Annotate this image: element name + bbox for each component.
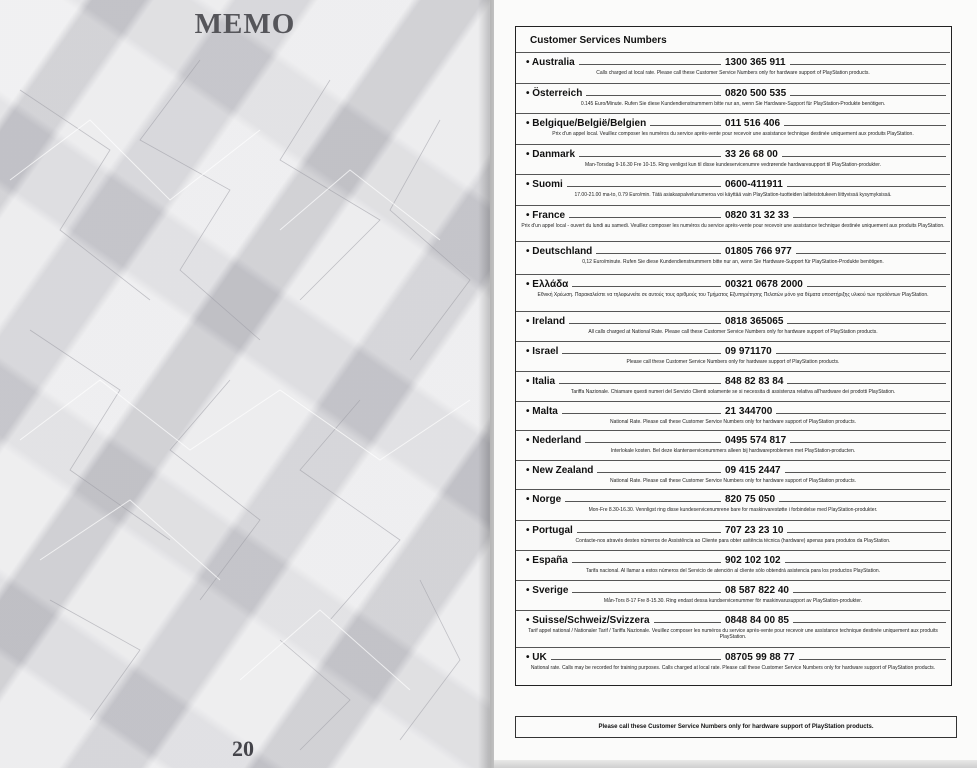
entry-line (526, 525, 946, 537)
country-name: • Deutschland (526, 246, 596, 257)
country-name: • Nederland (526, 435, 585, 446)
country-name: • Portugal (526, 525, 577, 536)
service-entry (516, 401, 950, 425)
service-entry (516, 205, 950, 229)
footer-note: Please call these Customer Service Numbers only for hardware support of PlayStation products. (598, 724, 874, 730)
entry-line (526, 555, 946, 567)
entry-note: Interlokale kosten. Bel deze klantenservicenummers alleen bij hardwareproblemen met PlayStation-producten. (610, 448, 856, 454)
entry-note: Contacte-nos através destes números de Assistência ao Cliente para obter asitência técnica (hardware) apenas para produtos da PlayStation. (575, 538, 891, 544)
service-entry (516, 371, 950, 395)
entry-line (526, 435, 946, 447)
phone-number: 0495 574 817 (721, 435, 790, 446)
entry-line (526, 179, 946, 191)
entry-note: 0,12 Euro/minute. Rufen Sie diese Kundendienstnummern bitte nur an, wenn Sie Hardware-Support für PlayStation-Produkte benötigen. (582, 259, 884, 265)
entry-line (526, 210, 946, 222)
entry-line (526, 652, 946, 664)
country-name: • Danmark (526, 149, 579, 160)
page-edge (494, 760, 977, 768)
country-name: • Sverige (526, 585, 572, 596)
customer-services-title: Customer Services Numbers (530, 35, 667, 46)
country-name: • Italia (526, 376, 559, 387)
service-entry (516, 311, 950, 335)
service-entry (516, 174, 950, 198)
phone-number: 820 75 050 (721, 494, 779, 505)
entry-note: National Rate. Please call these Customer Service Numbers only for hardware support of PlayStation products. (610, 478, 856, 484)
country-name: • Norge (526, 494, 565, 505)
service-entry (516, 52, 950, 76)
entry-line (526, 316, 946, 328)
country-name: • Australia (526, 57, 579, 68)
entry-note: 17.00-21.00 ma-to, 0.79 Euro/min. Tätä asiakaspalvelunumeroa voi käyttää vain PlayStation-tuotteiden laitteistotukeen liittyvissä kysymyksissä. (574, 192, 892, 198)
page-number: 20 (232, 736, 254, 761)
country-name: • Belgique/België/Belgien (526, 118, 650, 129)
entry-note: Tariffa Nazionale. Chiamare questi numeri del Servizio Clienti solamente se si necessita di assistenza relativa all'hardware dei prodotti PlayStation. (570, 389, 896, 395)
entry-line (526, 465, 946, 477)
phone-number: 01805 766 977 (721, 246, 796, 257)
phone-number: 08 587 822 40 (721, 585, 793, 596)
entry-note: Tarifa nacional. Al llamar a estos números del Servicio de atención al cliente sólo obtendrá asistencia para los productos PlayStation. (585, 568, 881, 574)
memo-title: MEMO (194, 8, 296, 40)
phone-number: 09 415 2447 (721, 465, 785, 476)
service-entry (516, 489, 950, 513)
entry-line (526, 615, 946, 627)
country-name: • Israel (526, 346, 562, 357)
country-name: • España (526, 555, 572, 566)
service-entry (516, 580, 950, 604)
country-name: • Suomi (526, 179, 567, 190)
country-name: • New Zealand (526, 465, 597, 476)
entry-note: Calls charged at local rate. Please call these Customer Service Numbers only for hardware support of PlayStation products. (596, 70, 870, 76)
phone-number: 0818 365065 (721, 316, 787, 327)
service-entry (516, 430, 950, 454)
phone-number: 00321 0678 2000 (721, 279, 807, 290)
entry-line (526, 346, 946, 358)
entry-line (526, 57, 946, 69)
service-entry (516, 144, 950, 168)
entry-line (526, 406, 946, 418)
entry-note: Please call these Customer Service Numbers only for hardware support of PlayStation products. (626, 359, 840, 365)
entry-line (526, 494, 946, 506)
service-entry (516, 83, 950, 107)
customer-services-page (494, 0, 977, 768)
entry-note: Mon-Fre 8.30-16.30. Vennligst ring disse kundeservicenumrene bare for maskinvarestøtte i forbindelse med PlayStation-produkter. (588, 507, 878, 513)
entry-note: Mån-Tors 8-17 Fre 8-15.30. Ring endast dessa kundservicenummer för maskinvarusupport av PlayStation-produkter. (603, 598, 863, 604)
entry-note: Prix d'un appel local. Veuillez composer les numéros du service après-vente pour recevoir une assistance technique destinée uniquement aux produits PlayStation. (552, 131, 914, 137)
country-name: • Ελλάδα (526, 279, 572, 290)
phone-number: 0820 500 535 (721, 88, 790, 99)
phone-number: 0848 84 00 85 (721, 615, 793, 626)
entry-line (526, 279, 946, 291)
phone-number: 902 102 102 (721, 555, 785, 566)
entry-note: Man-Torsdag 9-16.30 Fre 10-15. Ring venligst kun til disse kundeservicenumre vedrørende hardwaresupport til PlayStation-produkter. (585, 162, 881, 168)
phone-number: 848 82 83 84 (721, 376, 787, 387)
entry-line (526, 149, 946, 161)
country-name: • Malta (526, 406, 562, 417)
phone-number: 09 971170 (721, 346, 776, 357)
country-name: • Österreich (526, 88, 586, 99)
service-entry (516, 520, 950, 544)
phone-number: 0600-411911 (721, 179, 787, 190)
service-entry (516, 113, 950, 137)
entry-line (526, 585, 946, 597)
phone-number: 011 516 406 (721, 118, 784, 129)
phone-number: 707 23 23 10 (721, 525, 787, 536)
phone-number: 21 344700 (721, 406, 776, 417)
service-entry (516, 241, 950, 265)
entry-line (526, 376, 946, 388)
customer-services-box (515, 26, 952, 686)
entry-note: 0.145 Euro/Minute. Rufen Sie diese Kundendienstnummern bitte nur an, wenn Sie Hardware-Support für PlayStation-Produkte benötigen. (580, 101, 886, 107)
service-entry (516, 460, 950, 484)
country-name: • France (526, 210, 569, 221)
service-entry (516, 647, 950, 671)
country-name: • UK (526, 652, 551, 663)
entry-line (526, 88, 946, 100)
entry-line (526, 118, 946, 130)
entry-note: Tarif appel national / Nationaler Tarif / Tariffa Nazionale. Veuillez composer les numéros du service après-vente pour recevoir une assistance technique destinée uniquement aux produits PlayStation. (528, 628, 938, 640)
entry-note: All calls charged at National Rate. Please call these Customer Service Numbers only for hardware support of PlayStation products. (588, 329, 878, 335)
phone-number: 08705 99 88 77 (721, 652, 799, 663)
phone-number: 0820 31 32 33 (721, 210, 793, 221)
service-entry (516, 341, 950, 365)
service-entry (516, 274, 950, 298)
phone-number: 1300 365 911 (721, 57, 790, 68)
entry-note: National rate. Calls may be recorded for training purposes. Calls charged at local rate. Please call these Customer Service Numbers only for hardware support of PlayStation products. (530, 665, 936, 671)
entry-note: Εθνική Χρέωση. Παρακαλείστε να τηλεφωνείτε σε αυτούς τους αριθμούς του Τμήματος Εξυπηρέτησης Πελατών μόνο για θέματα υποστήριξης υλικού των προϊόντων PlayStation. (537, 292, 929, 298)
footer-box (515, 716, 957, 738)
service-entry (516, 550, 950, 574)
entry-note: Prix d'un appel local - ouvert du lundi au samedi. Veuillez composer les numéros du service après-vente pour recevoir une assistance technique destinée uniquement aux produits PlayStation. (521, 223, 945, 229)
entry-note: National Rate. Please call these Customer Service Numbers only for hardware support of PlayStation products. (610, 419, 856, 425)
country-name: • Suisse/Schweiz/Svizzera (526, 615, 654, 626)
country-name: • Ireland (526, 316, 569, 327)
entry-line (526, 246, 946, 258)
service-entry (516, 610, 950, 640)
phone-number: 33 26 68 00 (721, 149, 782, 160)
